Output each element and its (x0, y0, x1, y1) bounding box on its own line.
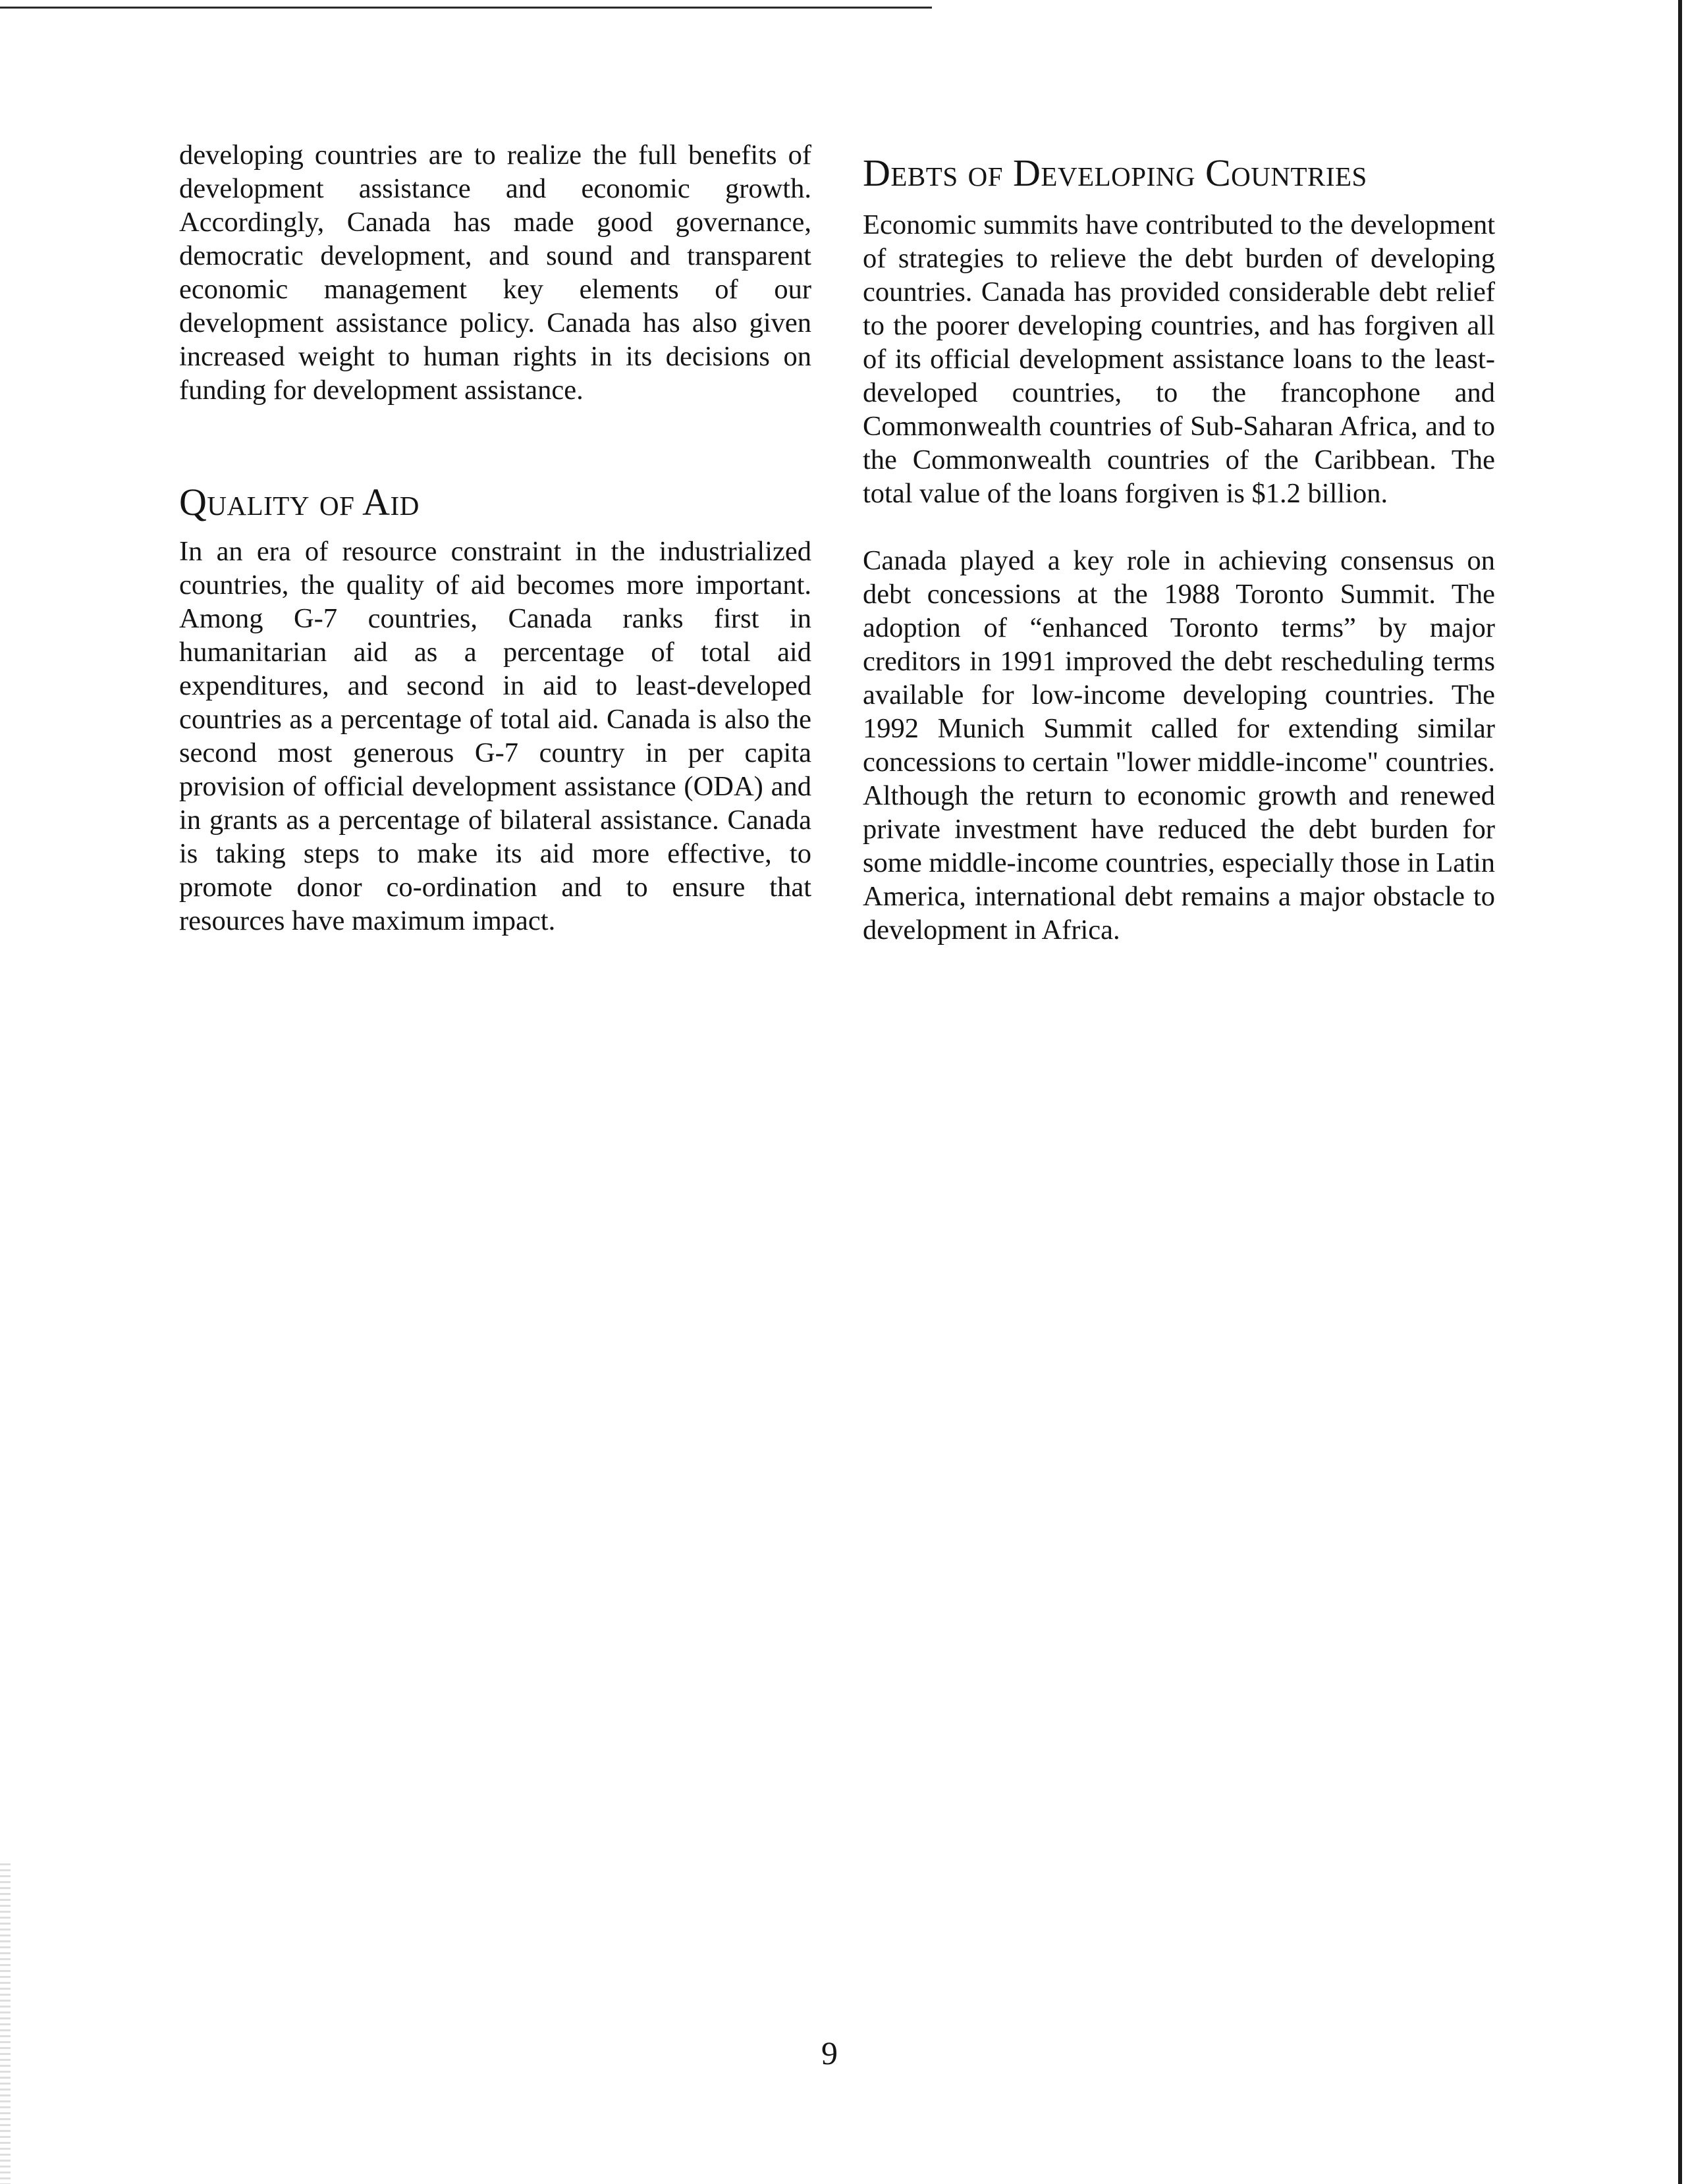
quality-of-aid-paragraph: In an era of resource constraint in the industrialized countries, the quality of aid becomes more important. Among G-7 countries, Canada ranks first in humanitarian aid as a percentage of total aid expenditures, and second in aid to least-developed countries as a percentage of total aid. Canada is also the second most generous G-7 country in per capita provision of official development assistance (ODA) and in grants as a percentage of bilateral assistance. Canada is taking steps to make its aid more effective, to promote donor co-ordination and to ensure that resources have maximum impact. (179, 536, 811, 936)
right-column (863, 138, 1495, 947)
debts-paragraph-1: Economic summits have contributed to the development of strategies to relieve the debt burden of developing countries. Canada has provided considerable debt relief to the poorer developing countries, and has forgiven all of its official development assistance loans to the least-developed countries, to the francophone and Commonwealth countries of Sub-Saharan Africa, and to the Commonwealth countries of the Caribbean. The total value of the loans forgiven is $1.2 billion. (863, 209, 1495, 509)
top-border-line (0, 7, 932, 9)
page-number: 9 (821, 2035, 838, 2071)
right-scan-edge (1678, 0, 1682, 2184)
left-scan-edge (0, 1863, 11, 2184)
quality-of-aid-heading: Quality of Aid (179, 481, 420, 523)
left-column (179, 138, 811, 938)
debts-paragraph-2: Canada played a key role in achieving consensus on debt concessions at the 1988 Toronto Summit. The adoption of “enhanced Toronto terms” by major creditors in 1991 improved the debt rescheduling terms available for low-income developing countries. The 1992 Munich Summit called for extending similar concessions to certain "lower middle-income" countries. Although the return to economic growth and renewed private investment have reduced the debt burden for some middle-income countries, especially those in Latin America, international debt remains a major obstacle to development in Africa. (863, 545, 1495, 946)
debts-heading: Debts of Developing Countries (863, 151, 1367, 194)
intro-paragraph: developing countries are to realize the full benefits of development assistance and economic growth. Accordingly, Canada has made good governance, democratic development, and sound and transparent economic management key elements of our development assistance policy. Canada has also given increased weight to human rights in its decisions on funding for development assistance. (179, 140, 811, 406)
